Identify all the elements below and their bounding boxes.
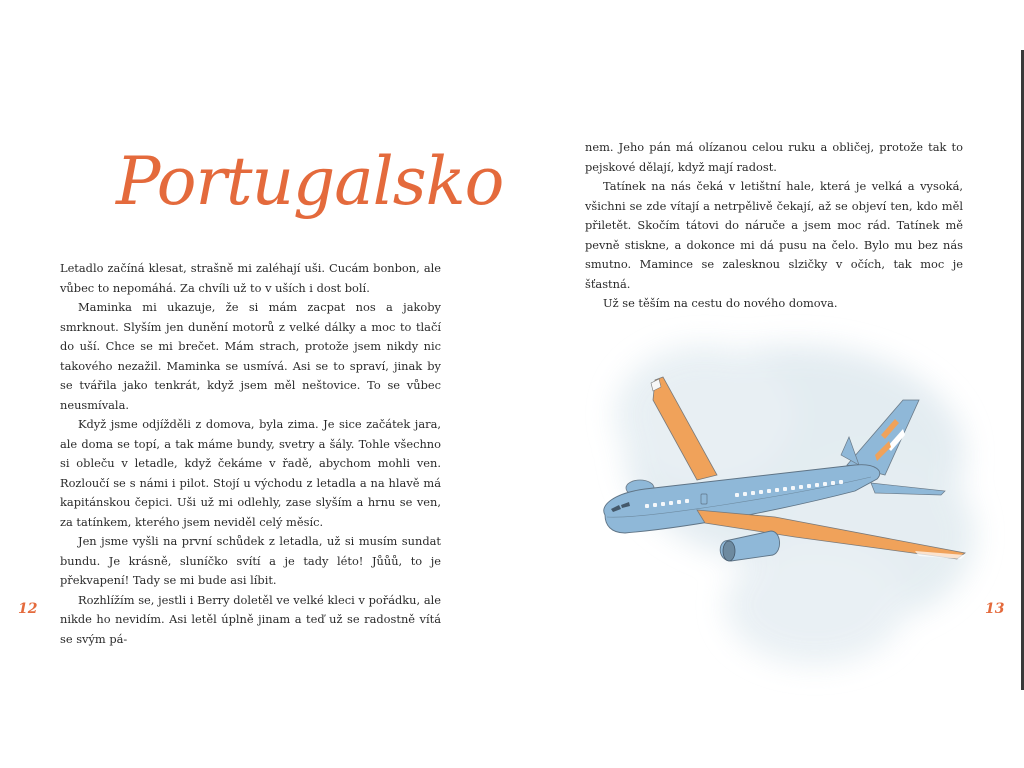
chapter-title-text: Portugalsko (116, 143, 504, 220)
page-number-right: 13 (985, 601, 1005, 617)
page-number-left: 12 (18, 601, 38, 617)
chapter-title (112, 124, 504, 254)
airplane-icon (585, 305, 985, 690)
left-page-text (60, 259, 441, 649)
paragraph: Když jsme odjížděli z domova, byla zima. Je sice začátek jara, ale doma se topí, a tak máme bundy, svetry a šály. Tohle všechno si obleču v letadle, když čekáme v řadě, abychom mohli ven. Rozloučí se s námi i pilot. Stojí u východu z letadla a na hlavě má kapitánskou čepici. Uši už mi odlehly, zase slyším a hrnu se ven, za tatínkem, kterého jsem neviděl celý měsíc. (60, 417, 441, 529)
paragraph: nem. Jeho pán má olízanou celou ruku a obličej, protože tak to pejskové dělají, když mají radost. (585, 140, 963, 174)
paragraph: Maminka mi ukazuje, že si mám zacpat nos a jakoby smrknout. Slyším jen dunění motorů z velké dálky a moc to tlačí do uší. Chce se mi brečet. Mám strach, protože jsem nikdy nic takového nezažil. Maminka se usmívá. Asi se to spraví, jinak by se tvářila jako tenkrát, když jsem měl neštovice. To se vůbec neusmívala. (60, 300, 441, 412)
airplane-illustration (585, 305, 985, 690)
paragraph: Letadlo začíná klesat, strašně mi zaléhají uši. Cucám bonbon, ale vůbec to nepomáhá. Za chvíli už to v uších i dost bolí. (60, 261, 441, 295)
paragraph: Rozhlížím se, jestli i Berry doletěl ve velké kleci v pořádku, ale nikde ho nevidím. Asi letěl úplně jinam a teď už se radostně vítá se svým pá- (60, 592, 441, 646)
paragraph: Jen jsme vyšli na první schůdek z letadla, už si musím sundat bundu. Je krásně, sluníčko svítí a je tady léto! Jůůů, to je překvapení! Tady se mi bude asi líbit. (60, 534, 441, 587)
chapter-title-lettering (112, 124, 504, 254)
paragraph: Tatínek na nás čeká v letištní hale, která je velká a vysoká, všichni se zde vítají a netrpělivě čekají, až se objeví ten, kdo měl přiletět. Skočím tátovi do náruče a jsem moc rád. Tatínek mě pevně stiskne, a dokonce mi dá pusu na čelo. Bylo mu bez nás smutno. Mamince se zalesknou slzičky v očích, tak moc je šťastná. (585, 179, 963, 291)
paragraph: Už se těším na cestu do nového domova. (603, 296, 838, 310)
right-page-text (585, 138, 963, 314)
